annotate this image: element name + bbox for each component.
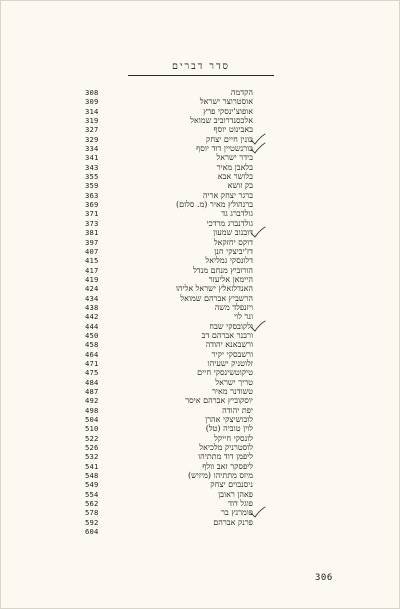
toc-entry-name: ורשבאנא יהודה (205, 340, 253, 350)
toc-entry (85, 527, 253, 536)
toc-entry (85, 490, 253, 499)
toc-entry-page: 522 (85, 433, 99, 443)
toc-entry-name: פאהן ראובן (218, 489, 253, 499)
toc-entry-name: ברגר יצחק אריה (202, 190, 253, 200)
toc-entry (85, 471, 253, 480)
toc-entry (85, 452, 253, 461)
toc-entry-name: באבינוט יוסף (213, 125, 253, 135)
toc-entry-page: 548 (85, 471, 99, 481)
toc-entry-page: 343 (85, 162, 99, 172)
toc-entry-page: 498 (85, 405, 99, 415)
toc-entry-name: אוסטרוצר ישראל (199, 97, 253, 107)
toc-entry (85, 247, 253, 256)
toc-entry (85, 303, 253, 312)
page-number: 306 (315, 573, 333, 583)
toc-entry-name: לונסקי חייקל (214, 433, 253, 443)
toc-entry-page: 314 (85, 106, 99, 116)
toc-entry-page: 373 (85, 218, 99, 228)
toc-entry-name: דוקס יחזקאל (213, 237, 253, 247)
toc-entry-page: 355 (85, 172, 99, 182)
toc-entry-page: 319 (85, 116, 99, 126)
toc-entry-page: 419 (85, 274, 99, 284)
toc-entry-name: בלאבן מאיר (216, 162, 253, 172)
toc-entry-name: אלכסנדרוביב שמואל (190, 116, 253, 126)
toc-entry (85, 256, 253, 265)
toc-entry-name: ויזנפלד משה (214, 302, 253, 312)
toc-entry (85, 88, 253, 97)
toc-entry (85, 163, 253, 172)
handwritten-check-mark-icon (250, 226, 266, 238)
toc-entry-name: ניסנבוים יצחק (210, 480, 253, 490)
toc-entry (85, 116, 253, 125)
toc-entry-name: בלושר אבא (217, 172, 253, 182)
toc-entry-name: בורנשטיין דוד יוסף (196, 144, 253, 154)
toc-entry (85, 172, 253, 181)
toc-entry-name: טריך ישראל (215, 377, 253, 387)
toc-entry-page: 526 (85, 443, 99, 453)
toc-entry-name: ולקובסקי שבח (209, 321, 253, 331)
toc-entry-page: 549 (85, 480, 99, 490)
toc-entry (85, 266, 253, 275)
toc-entry-name: דלונסקי גמליאל (205, 256, 253, 266)
toc-entry-name: פוגל דוד (228, 499, 253, 509)
toc-entry-name: מיזס מתתיהו (מיזיש) (187, 471, 253, 481)
toc-entry-name: טשודנר מאיר (211, 387, 253, 396)
toc-entry-name: יפת יהודה (222, 405, 253, 415)
toc-entry-page: 334 (85, 144, 99, 154)
toc-entry (85, 350, 253, 359)
toc-entry-name: בידר ישראל (216, 153, 253, 163)
toc-entry-name: ליפסקר זאב וולף (202, 461, 253, 471)
toc-entry-name: פומרנץ בר (220, 508, 253, 518)
toc-entry-page: 592 (85, 517, 99, 527)
toc-entry-name: הורוביץ מנחם מנדל (193, 265, 253, 275)
toc-entry (85, 508, 253, 517)
toc-entry-page: 327 (85, 125, 99, 135)
toc-entry (85, 331, 253, 340)
toc-entry-page: 442 (85, 312, 99, 322)
toc-entry-page: 532 (85, 452, 99, 462)
toc-entry (85, 415, 253, 424)
toc-entry-name: ונר לוי (233, 312, 253, 322)
toc-entry-name: ברנהולץ מאיר (מ. סלום) (175, 200, 253, 210)
toc-entry (85, 443, 253, 452)
toc-entry-name: היימאן אליעזר (208, 274, 253, 284)
toc-entry (85, 462, 253, 471)
toc-entry-page: 434 (85, 293, 99, 303)
toc-entry-name: דובנוב שמעון (213, 228, 253, 238)
toc-entry-name: טיקוטשינסקי חיים (197, 368, 253, 378)
toc-entry-name: זלוטניק ישעיהו (207, 358, 253, 368)
toc-entry-name: הקדמה (230, 88, 253, 97)
toc-entry (85, 191, 253, 200)
toc-entry (85, 368, 253, 377)
toc-entry (85, 209, 253, 218)
toc-entry-name: לוין טוביה (טל) (205, 424, 253, 434)
toc-entry-page: 371 (85, 209, 99, 219)
toc-entry-name: גולדברג גד (221, 209, 253, 219)
toc-entry (85, 107, 253, 116)
toc-entry (85, 359, 253, 368)
toc-entry-page: 475 (85, 368, 99, 378)
toc-entry (85, 181, 253, 190)
toc-entry-page: 510 (85, 424, 99, 434)
toc-entry (85, 396, 253, 405)
toc-entry-page: 438 (85, 302, 99, 312)
toc-title: סדר דברים (172, 61, 230, 72)
toc-entry-page: 604 (85, 527, 99, 537)
toc-entry-page: 554 (85, 489, 99, 499)
toc-entry-page: 424 (85, 284, 99, 294)
handwritten-check-mark-icon (250, 142, 266, 154)
toc-entry-page: 309 (85, 97, 99, 107)
toc-entry (85, 406, 253, 415)
toc-entry-page: 484 (85, 377, 99, 387)
table-of-contents (85, 88, 253, 537)
toc-entry (85, 284, 253, 293)
toc-entry (85, 97, 253, 106)
toc-entry (85, 200, 253, 209)
toc-entry (85, 144, 253, 153)
toc-entry-page: 341 (85, 153, 99, 163)
toc-entry-page: 407 (85, 246, 99, 256)
handwritten-check-mark-icon (250, 506, 266, 518)
toc-entry-page: 464 (85, 349, 99, 359)
title-underline (128, 75, 274, 76)
toc-entry (85, 312, 253, 321)
toc-entry (85, 518, 253, 527)
toc-entry-page: 397 (85, 237, 99, 247)
toc-entry-name: האנדלזאלץ ישראל אליהו (175, 284, 253, 294)
toc-entry-name: אופוצ'ינסקי פרץ (203, 106, 253, 116)
toc-entry-page: 359 (85, 181, 99, 191)
toc-entry-page: 329 (85, 134, 99, 144)
toc-entry-page: 417 (85, 265, 99, 275)
toc-entry (85, 228, 253, 237)
toc-entry (85, 322, 253, 331)
toc-entry (85, 434, 253, 443)
toc-entry-page: 578 (85, 508, 99, 518)
toc-entry-page: 504 (85, 415, 99, 425)
toc-entry (85, 153, 253, 162)
toc-entry (85, 480, 253, 489)
toc-entry-name: הרשביץ אברהם שמואל (180, 293, 253, 303)
toc-entry-name: ורבנר אברהם דב (201, 330, 253, 340)
toc-entry (85, 294, 253, 303)
handwritten-check-mark-icon (250, 320, 266, 332)
toc-entry (85, 135, 253, 144)
toc-entry-page: 450 (85, 330, 99, 340)
toc-entry-page: 492 (85, 396, 99, 406)
toc-entry (85, 238, 253, 247)
toc-entry-page: 415 (85, 256, 99, 266)
toc-entry-page: 363 (85, 190, 99, 200)
toc-entry-name: גולדנברג מרדכי (206, 218, 253, 228)
toc-entry (85, 387, 253, 396)
toc-entry (85, 424, 253, 433)
toc-entry (85, 125, 253, 134)
toc-entry-name: בונין חיים יצחק (206, 134, 253, 144)
toc-entry-name: פרנק אברהם (213, 517, 253, 527)
toc-entry (85, 378, 253, 387)
toc-entry (85, 499, 253, 508)
toc-entry-name: דז'יביצקי חנן (214, 246, 253, 256)
toc-entry (85, 340, 253, 349)
toc-entry-name: לובושיצקי אהרן (205, 415, 253, 425)
toc-entry-page: 541 (85, 461, 99, 471)
toc-entry-name: לוסטרניק מלכיאל (199, 443, 253, 453)
toc-entry (85, 275, 253, 284)
toc-entry-name: ליפמן דוד מתתיהו (198, 452, 253, 462)
toc-entry-page: 444 (85, 321, 99, 331)
toc-entry-name: ורשבסקי יקיר (211, 349, 253, 359)
toc-entry-page: 471 (85, 358, 99, 368)
toc-entry-page: 308 (85, 88, 99, 97)
toc-entry-page: 458 (85, 340, 99, 350)
toc-entry-page: 487 (85, 387, 99, 396)
toc-entry-name: יוסקוביץ אברהם איסר (185, 396, 253, 406)
toc-entry-name: בק זושא (227, 181, 253, 191)
toc-entry-page: 369 (85, 200, 99, 210)
toc-entry (85, 219, 253, 228)
toc-entry-page: 381 (85, 228, 99, 238)
toc-entry-page: 562 (85, 499, 99, 509)
